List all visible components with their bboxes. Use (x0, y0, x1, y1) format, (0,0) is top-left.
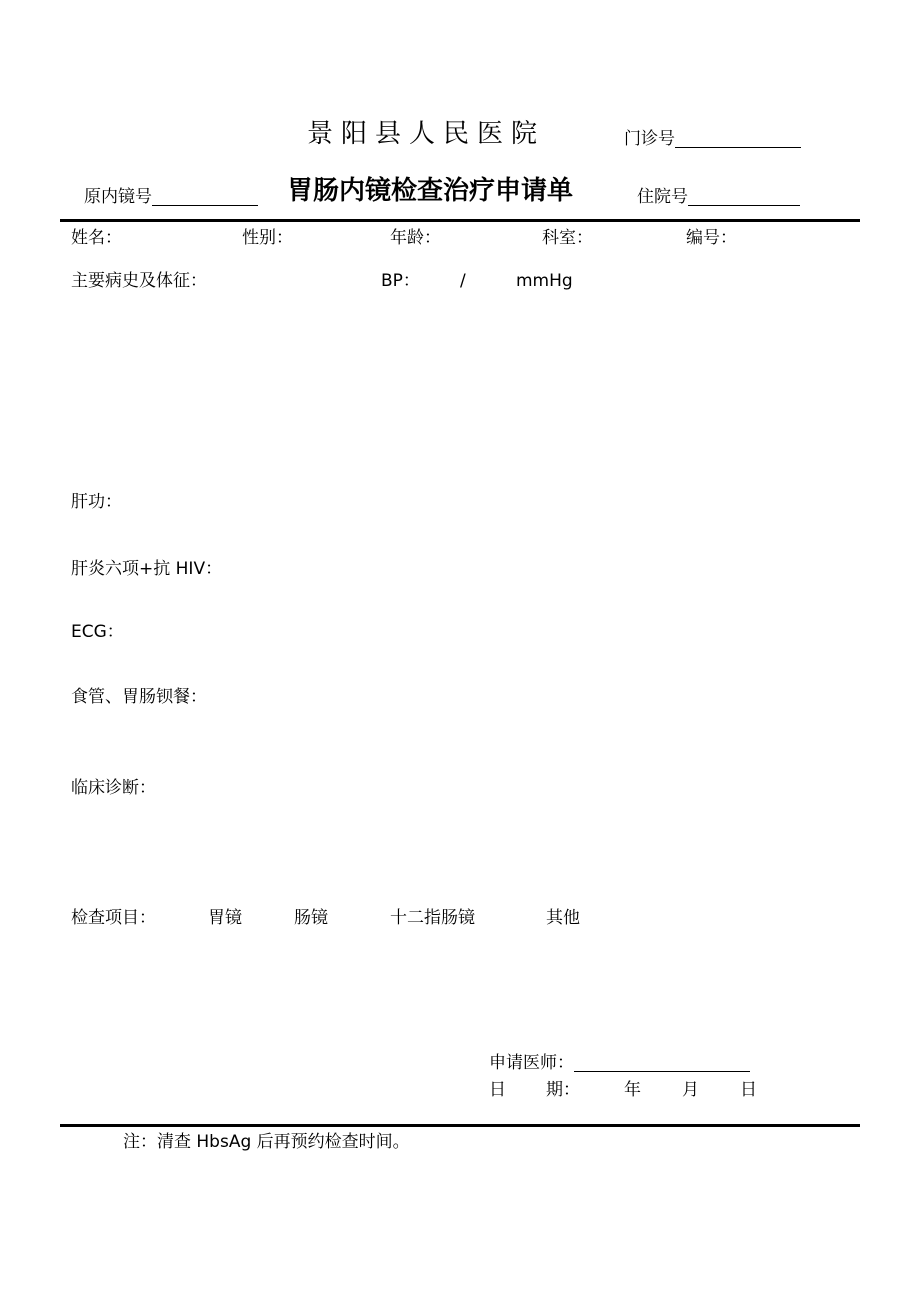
date-label-part2: 期： (546, 1080, 580, 1100)
date-day: 日 (740, 1080, 757, 1100)
exam-option-colonoscopy[interactable]: 肠镜 (294, 908, 328, 928)
exam-items-label: 检查项目： (71, 908, 156, 928)
clinical-diagnosis-label: 临床诊断： (71, 778, 156, 798)
outpatient-number-field (624, 129, 801, 148)
footer-note: 注：清查 HbsAg 后再预约检查时间。 (123, 1132, 410, 1152)
liver-function-label: 肝功： (71, 492, 122, 512)
date-month: 月 (682, 1080, 699, 1100)
outpatient-number-label: 门诊号 (624, 129, 675, 149)
footer-divider (60, 1124, 860, 1127)
date-year: 年 (624, 1080, 641, 1100)
barium-meal-label: 食管、胃肠钡餐： (71, 687, 207, 707)
inpatient-number-blank[interactable] (688, 187, 800, 206)
hepatitis-hiv-label: 肝炎六项+抗 HIV： (71, 559, 223, 579)
name-label: 姓名： (71, 228, 122, 248)
bp-unit: mmHg (516, 271, 573, 291)
ecg-label: ECG： (71, 622, 124, 642)
form-title: 胃肠内镜检查治疗申请单 (287, 176, 574, 206)
bp-label: BP： (381, 271, 420, 291)
original-endoscopy-number-label: 原内镜号 (84, 187, 152, 207)
number-label: 编号： (686, 228, 737, 248)
hospital-name: 景阳县人民医院 (307, 119, 546, 149)
original-endoscopy-number-field (84, 187, 258, 206)
age-label: 年龄： (390, 228, 441, 248)
bp-separator: / (460, 271, 466, 291)
department-label: 科室： (542, 228, 593, 248)
gender-label: 性别： (242, 228, 293, 248)
history-label: 主要病史及体征： (71, 271, 207, 291)
inpatient-number-label: 住院号 (637, 187, 688, 207)
outpatient-number-blank[interactable] (675, 129, 801, 148)
date-label-part1: 日 (489, 1080, 506, 1100)
header-divider (60, 219, 860, 222)
inpatient-number-field (637, 187, 800, 206)
exam-option-other[interactable]: 其他 (546, 908, 580, 928)
exam-option-duodenoscopy[interactable]: 十二指肠镜 (390, 908, 475, 928)
applying-doctor-label: 申请医师： (489, 1053, 574, 1073)
applying-doctor-blank[interactable] (574, 1053, 750, 1072)
applying-doctor-field (489, 1053, 750, 1072)
original-endoscopy-number-blank[interactable] (152, 187, 258, 206)
exam-option-gastroscopy[interactable]: 胃镜 (208, 908, 242, 928)
